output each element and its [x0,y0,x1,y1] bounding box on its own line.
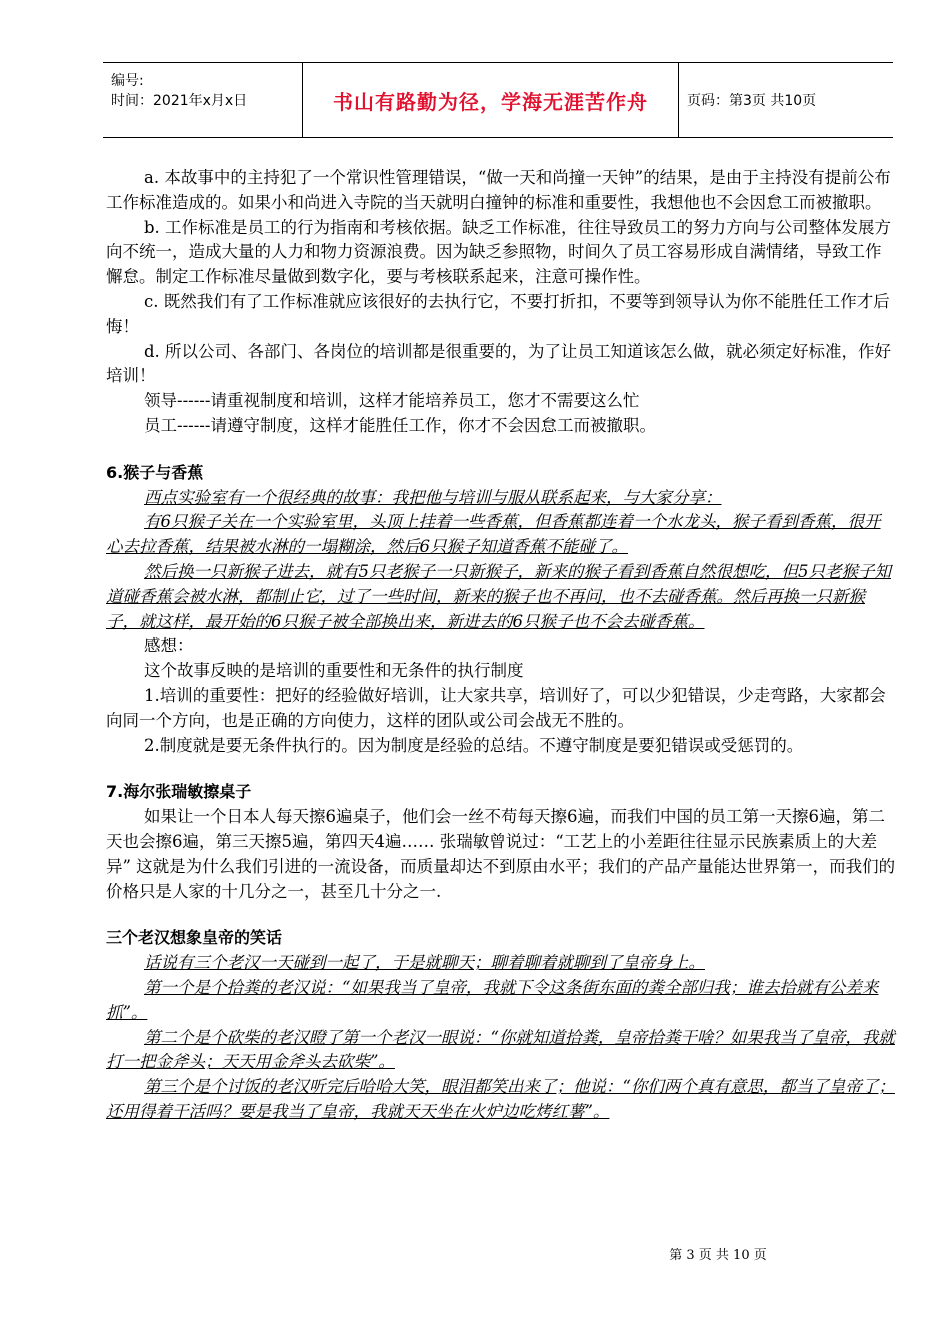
story-paragraph: 西点实验室有一个很经典的故事：我把他与培训与服从联系起来，与大家分享： [144,487,722,507]
motto: 书山有路勤为径，学海无涯苦作舟 [303,63,679,137]
paragraph: d. 所以公司、各部门、各岗位的培训都是很重要的，为了让员工知道该怎么做，就必须定好标准，作好培训！ [106,341,892,386]
story-paragraph: 话说有三个老汉一天碰到一起了，于是就聊天；聊着聊着就聊到了皇帝身上。 [144,953,705,973]
story-paragraph: 第一个是个拾粪的老汉说：“如果我当了皇帝，我就下令这条街东面的粪全部归我；谁去拾就有公差来抓”。 [106,977,879,1022]
time-label: 时间：2021年x月x日 [111,93,248,109]
header-meta [103,63,303,137]
story-paragraph: 第二个是个砍柴的老汉瞪了第一个老汉一眼说：“你就知道拾粪，皇帝拾粪干啥？如果我当了皇帝，我就打一把金斧头；天天用金斧头去砍柴”。 [106,1027,895,1072]
paragraph: 感想： [144,636,194,656]
page-info: 页码：第3页 共10页 [687,93,817,109]
paragraph: 领导------请重视制度和培训，这样才能培养员工，您才不需要这么忙 [144,391,640,411]
paragraph: a. 本故事中的主持犯了一个常识性管理错误，“做一天和尚撞一天钟”的结果，是由于主持没有提前公布工作标准造成的。如果小和尚进入寺院的当天就明白撞钟的标准和重要性，我想他也不会因怠工而被撤职。 [106,168,891,212]
paragraph: c. 既然我们有了工作标准就应该很好的去执行它，不要打折扣，不要等到领导认为你不能胜任工作才后悔！ [106,291,890,336]
section-heading: 6.猴子与香蕉 [106,462,204,482]
header-table [103,62,893,138]
footer-page-number: 第 3 页 共 10 页 [669,1248,767,1263]
section-heading: 7.海尔张瑞敏擦桌子 [106,782,252,802]
paragraph: 2.制度就是要无条件执行的。因为制度是经验的总结。不遵守制度是要犯错误或受惩罚的。 [144,735,804,755]
story-paragraph: 有6只猴子关在一个实验室里，头顶上挂着一些香蕉，但香蕉都连着一个水龙头，猴子看到香蕉，很开心去拉香蕉，结果被水淋的一塌糊涂，然后6只猴子知道香蕉不能碰了。 [106,512,881,557]
paragraph: b. 工作标准是员工的行为指南和考核依据。缺乏工作标准，往往导致员工的努力方向与公司整体发展方向不统一，造成大量的人力和物力资源浪费。因为缺乏参照物，时间久了员工容易形成自满情绪，导致工作懈怠。制定工作标准尽量做到数字化，要与考核联系起来，注意可操作性。 [106,217,892,287]
paragraph: 这个故事反映的是培训的重要性和无条件的执行制度 [144,661,524,681]
paragraph: 如果让一个日本人每天擦6遍桌子，他们会一丝不苟每天擦6遍，而我们中国的员工第一天擦6遍，第二天也会擦6遍，第三天擦5遍，第四天4遍…… 张瑞敏曾说过：“工艺上的小差距往往显示民族素质上的大差异” 这就是为什么我们引进的一流设备，而质量却达不到原由水平；我们的产品产量能达世界第一，而我们的价格只是人家的十几分之一，甚至几十分之一. [106,807,896,901]
paragraph: 员工------请遵守制度，这样才能胜任工作，你才不会因怠工而被撤职。 [144,415,656,435]
page-footer [0,1244,950,1263]
paragraph: 1.培训的重要性：把好的经验做好培训，让大家共享，培训好了，可以少犯错误，少走弯路，大家都会向同一个方向，也是正确的方向使力，这样的团队或公司会战无不胜的。 [106,685,886,730]
number-label: 编号: [111,73,144,89]
section-heading: 三个老汉想象皇帝的笑话 [106,928,283,948]
main-content [106,166,896,1125]
story-paragraph: 然后换一只新猴子进去，就有5只老猴子一只新猴子，新来的猴子看到香蕉自然很想吃，但5只老猴子知道碰香蕉会被水淋，都制止它，过了一些时间，新来的猴子也不再问，也不去碰香蕉。然后再换一只新猴子，就这样，最开始的6只猴子被全部换出来，新进去的6只猴子也不会去碰香蕉。 [106,561,891,631]
story-paragraph: 第三个是个讨饭的老汉听完后哈哈大笑，眼泪都笑出来了；他说：“你们两个真有意思，都当了皇帝了；还用得着干活吗？要是我当了皇帝，我就天天坐在火炉边吃烤红薯”。 [106,1077,895,1121]
